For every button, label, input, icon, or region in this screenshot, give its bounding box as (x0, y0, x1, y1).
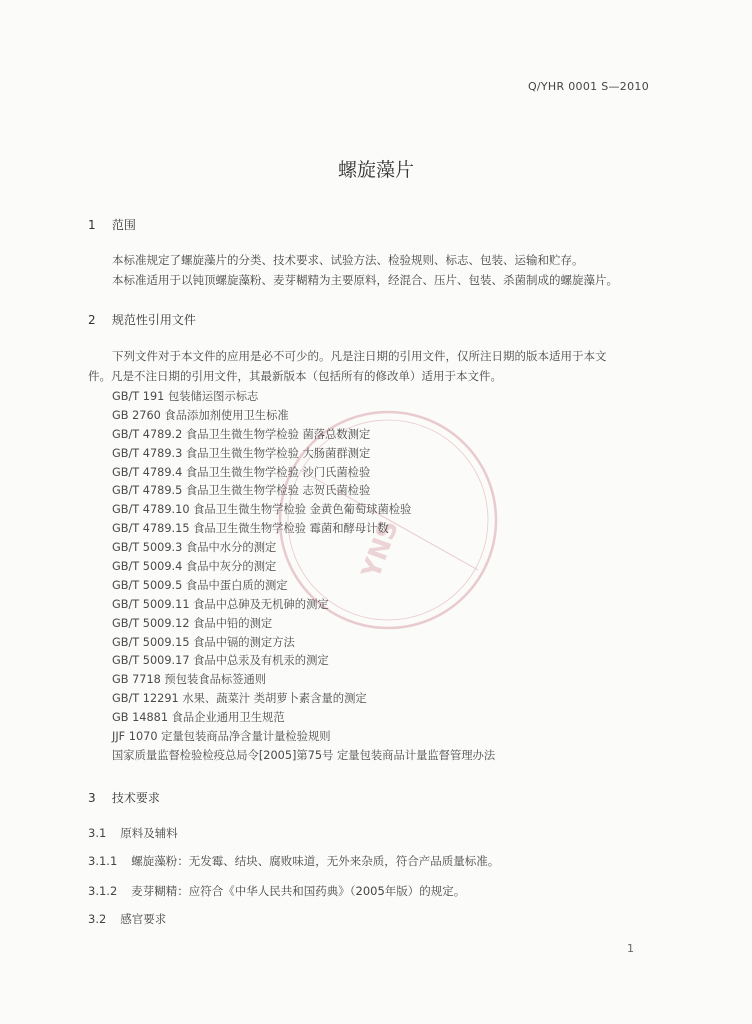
reference-intro-line-1: 下列文件对于本文件的应用是必不可少的。凡是注日期的引用文件，仅所注日期的版本适用于本文 (112, 349, 607, 363)
reference-item: GB/T 5009.3 食品中水分的测定 (112, 541, 277, 555)
reference-item: GB/T 191 包装储运图示标志 (112, 390, 259, 403)
svg-text:YNS: YNS (356, 516, 405, 583)
section-number: 1 (88, 218, 96, 232)
document-code: Q/YHR 0001 S—2010 (527, 80, 649, 93)
reference-item: GB/T 5009.15 食品中镉的测定方法 (112, 635, 295, 649)
reference-item: GB/T 5009.5 食品中蛋白质的测定 (112, 578, 288, 592)
subsection-text: 麦芽糊精：应符合《中华人民共和国药典》（2005年版）的规定。 (131, 884, 466, 898)
section-number: 3 (88, 791, 96, 805)
subsection-text: 螺旋藻粉：无发霉、结块、腐败味道，无外来杂质，符合产品质量标准。 (131, 854, 500, 868)
reference-item: JJF 1070 定量包装商品净含量计量检验规则 (112, 730, 331, 744)
reference-item: GB/T 5009.17 食品中总汞及有机汞的测定 (112, 654, 329, 668)
reference-item: GB 14881 食品企业通用卫生规范 (112, 711, 285, 725)
reference-item: GB/T 5009.12 食品中铅的测定 (112, 616, 273, 630)
reference-item: GB/T 5009.11 食品中总砷及无机砷的测定 (112, 597, 329, 611)
scope-paragraph-1: 本标准规定了螺旋藻片的分类、技术要求、试验方法、检验规则、标志、包装、运输和贮存。 (112, 253, 584, 267)
page-number: 1 (627, 942, 634, 955)
reference-item: GB/T 4789.15 食品卫生微生物学检验 霉菌和酵母计数 (112, 522, 389, 536)
scope-paragraph-2: 本标准适用于以钝顶螺旋藻粉、麦芽糊精为主要原料，经混合、压片、包装、杀菌制成的螺旋藻片。 (112, 273, 618, 287)
section-title: 技术要求 (111, 791, 160, 805)
subsection-number: 3.1 (88, 826, 107, 840)
subsection-number: 3.1.2 (88, 884, 118, 898)
section-2-heading (88, 311, 196, 328)
reference-item: 国家质量监督检验检疫总局令[2005]第75号 定量包装商品计量监督管理办法 (112, 748, 496, 762)
reference-item: GB/T 4789.5 食品卫生微生物学检验 志贺氏菌检验 (112, 484, 371, 498)
reference-item: GB/T 4789.10 食品卫生微生物学检验 金黄色葡萄球菌检验 (112, 503, 412, 517)
subsection-number: 3.2 (88, 912, 107, 926)
subsection-3-1-1 (88, 853, 499, 869)
subsection-text: 原料及辅料 (120, 826, 178, 840)
subsection-number: 3.1.1 (88, 854, 118, 868)
section-number: 2 (88, 313, 96, 327)
reference-item: GB 7718 预包装食品标签通则 (112, 673, 267, 687)
subsection-3-2 (88, 911, 166, 927)
reference-item: GB 2760 食品添加剂使用卫生标准 (112, 408, 289, 422)
section-1-heading (88, 216, 136, 233)
document-title: 螺旋藻片 (337, 159, 414, 181)
reference-intro-line-2: 件。凡是不注日期的引用文件，其最新版本（包括所有的修改单）适用于本文件。 (88, 369, 502, 383)
subsection-text: 感官要求 (120, 912, 167, 926)
section-title: 规范性引用文件 (111, 313, 196, 327)
subsection-3-1 (88, 825, 178, 841)
subsection-3-1-2 (88, 883, 465, 899)
reference-list (112, 388, 495, 766)
reference-item: GB/T 4789.4 食品卫生微生物学检验 沙门氏菌检验 (112, 465, 371, 479)
reference-item: GB/T 4789.2 食品卫生微生物学检验 菌落总数测定 (112, 427, 371, 441)
reference-item: GB/T 5009.4 食品中灰分的测定 (112, 560, 277, 574)
reference-item: GB/T 4789.3 食品卫生微生物学检验 大肠菌群测定 (112, 446, 371, 460)
section-3-heading (88, 789, 160, 806)
reference-item: GB/T 12291 水果、蔬菜汁 类胡萝卜素含量的测定 (112, 692, 367, 706)
section-title: 范围 (111, 218, 136, 232)
